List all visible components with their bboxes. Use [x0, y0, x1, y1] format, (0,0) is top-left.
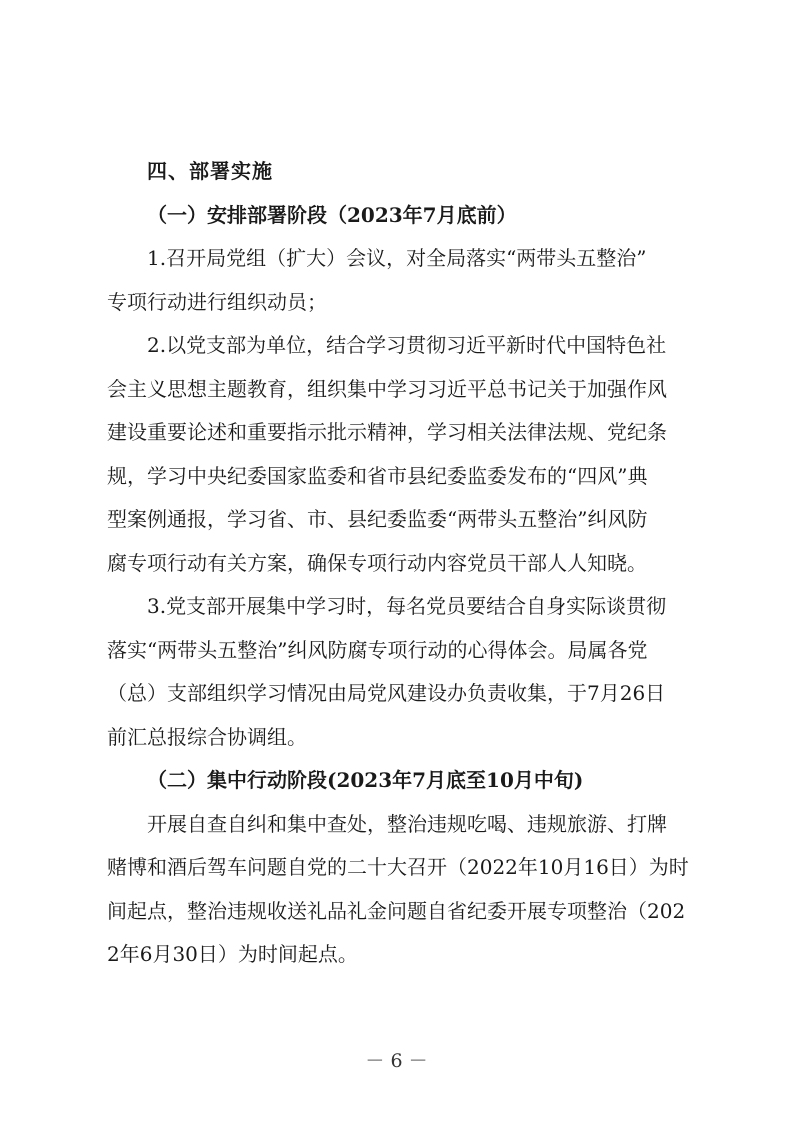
- phase1-item3-line: 前汇总报综合协调组。: [107, 724, 307, 749]
- page-number: － 6 －: [365, 1050, 428, 1072]
- phase1-item2-line: 会主义思想主题教育，组织集中学习习近平总书记关于加强作风: [107, 376, 667, 401]
- phase1-item2-line: 建设重要论述和重要指示批示精神，学习相关法律法规、党纪条: [107, 420, 667, 444]
- phase1-item3-line: 3.党支部开展集中学习时，每名党员要结合自身实际谈贯彻: [147, 594, 667, 618]
- section-title: 四、部署实施: [147, 159, 273, 183]
- phase2-para-line: 开展自查自纠和集中查处，整治违规吃喝、违规旅游、打牌: [147, 811, 667, 836]
- phase1-item1-line: 1.召开局党组（扩大）会议，对全局落实“两带头五整治”: [147, 246, 647, 270]
- phase1-heading: （一）安排部署阶段（2023年7月底前）: [147, 202, 517, 227]
- phase1-item2-line: 型案例通报，学习省、市、县纪委监委“两带头五整治”纠风防: [107, 507, 648, 531]
- phase1-item3-line: 落实“两带头五整治”纠风防腐专项行动的心得体会。局属各党: [107, 637, 648, 662]
- phase1-item3-line: （总）支部组织学习情况由局党风建设办负责收集，于7月26日: [107, 681, 666, 705]
- phase1-item1-line: 专项行动进行组织动员；: [107, 289, 327, 314]
- phase1-item2-line: 腐专项行动有关方案，确保专项行动内容党员干部人人知晓。: [107, 550, 647, 575]
- phase2-para-line: 2年6月30日）为时间起点。: [107, 942, 358, 966]
- phase2-para-line: 间起点，整治违规收送礼品礼金问题自省纪委开展专项整治（202: [107, 898, 686, 923]
- phase1-item2-line: 2.以党支部为单位，结合学习贯彻习近平新时代中国特色社: [147, 333, 667, 357]
- phase1-item2-line: 规，学习中央纪委国家监委和省市县纪委监委发布的“四风”典: [107, 463, 648, 488]
- phase2-heading: （二）集中行动阶段(2023年7月底至10月中旬): [147, 768, 584, 792]
- phase2-para-line: 赌博和酒后驾车问题自党的二十大召开（2022年10月16日）为时: [107, 855, 689, 879]
- document-body: [107, 150, 687, 977]
